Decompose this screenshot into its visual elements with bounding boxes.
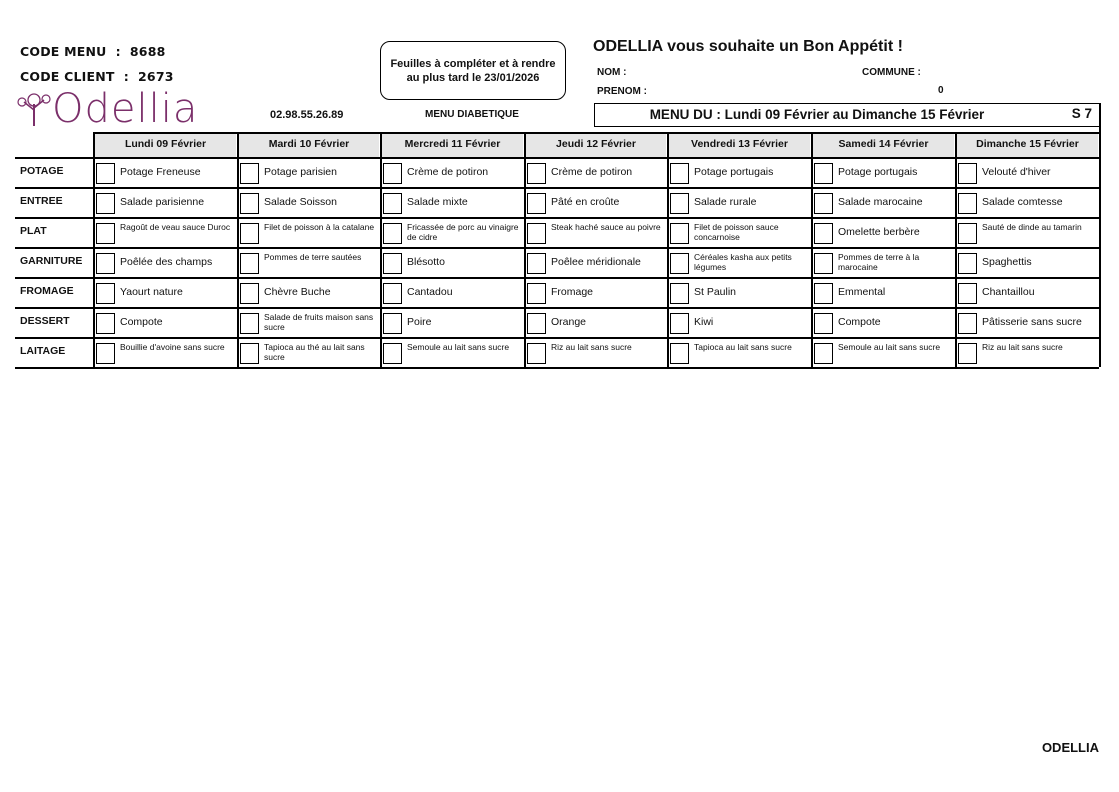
order-checkbox[interactable] <box>814 163 833 184</box>
order-checkbox[interactable] <box>383 193 402 214</box>
logo: Odellia <box>52 86 199 132</box>
dish-name: Steak haché sauce au poivre <box>551 222 661 232</box>
column-divider <box>380 132 382 367</box>
order-checkbox[interactable] <box>383 313 402 334</box>
dish-name: Salade Soisson <box>264 196 337 208</box>
dish-name: Compote <box>120 316 163 328</box>
header-border <box>93 132 1099 134</box>
category-label: ENTREE <box>20 195 63 207</box>
dish-name: Potage portugais <box>694 166 774 178</box>
day-header: Samedi 14 Février <box>813 132 954 157</box>
order-checkbox[interactable] <box>240 313 259 334</box>
dish-name: Potage parisien <box>264 166 337 178</box>
dish-name: Kiwi <box>694 316 714 328</box>
day-header: Mercredi 11 Février <box>382 132 523 157</box>
row-divider <box>15 157 1099 159</box>
day-header: Jeudi 12 Février <box>526 132 666 157</box>
dish-name: Salade mixte <box>407 196 468 208</box>
dish-name: Salade rurale <box>694 196 757 208</box>
order-checkbox[interactable] <box>527 223 546 244</box>
dish-name: Fricassée de porc au vinaigre de cidre <box>407 222 519 242</box>
order-checkbox[interactable] <box>383 223 402 244</box>
dish-name: Fromage <box>551 286 594 298</box>
dish-name: Emmental <box>838 286 886 298</box>
order-checkbox[interactable] <box>383 163 402 184</box>
phone-number: 02.98.55.26.89 <box>270 109 344 121</box>
dish-name: Omelette berbère <box>838 226 920 238</box>
order-checkbox[interactable] <box>670 163 689 184</box>
order-checkbox[interactable] <box>96 283 115 304</box>
dish-name: Yaourt nature <box>120 286 183 298</box>
dish-name: Poire <box>407 316 432 328</box>
dish-name: Velouté d'hiver <box>982 166 1051 178</box>
category-label: POTAGE <box>20 165 64 177</box>
code-menu: CODE MENU : 8688 <box>20 44 166 59</box>
category-label: LAITAGE <box>20 345 66 357</box>
row-divider <box>15 187 1099 189</box>
order-checkbox[interactable] <box>240 283 259 304</box>
category-label: PLAT <box>20 225 47 237</box>
day-header: Vendredi 13 Février <box>669 132 810 157</box>
dish-name: Cantadou <box>407 286 453 298</box>
order-checkbox[interactable] <box>383 283 402 304</box>
dish-name: Ragoût de veau sauce Duroc <box>120 222 231 232</box>
dish-name: Potage portugais <box>838 166 918 178</box>
order-checkbox[interactable] <box>958 163 977 184</box>
dish-name: Pommes de terre sautées <box>264 252 362 262</box>
code-client: CODE CLIENT : 2673 <box>20 69 174 84</box>
dish-name: Filet de poisson sauce concarnoise <box>694 222 779 242</box>
row-divider <box>15 217 1099 219</box>
order-checkbox[interactable] <box>96 343 115 364</box>
dish-name: Blésotto <box>407 256 445 268</box>
dish-name: Chèvre Buche <box>264 286 331 298</box>
prenom-label: PRENOM : <box>597 86 647 97</box>
order-checkbox[interactable] <box>383 343 402 364</box>
deadline-notice: Feuilles à compléter et à rendre au plus tard le 23/01/2026 <box>380 41 566 100</box>
dish-name: Crème de potiron <box>407 166 489 178</box>
day-header: Dimanche 15 Février <box>957 132 1098 157</box>
dish-name: Spaghettis <box>982 256 1032 268</box>
category-label: DESSERT <box>20 315 70 327</box>
nom-label: NOM : <box>597 67 627 78</box>
dish-name: Pâtisserie sans sucre <box>982 316 1082 328</box>
column-divider <box>93 132 95 367</box>
order-checkbox[interactable] <box>670 253 689 274</box>
dish-name: Filet de poisson à la catalane <box>264 222 375 232</box>
category-label: FROMAGE <box>20 285 74 297</box>
dish-name: Salade marocaine <box>838 196 923 208</box>
order-checkbox[interactable] <box>958 343 977 364</box>
order-checkbox[interactable] <box>240 253 259 274</box>
dish-name: Poêlée des champs <box>120 256 213 268</box>
commune-value: 0 <box>938 85 944 96</box>
dish-name: Pommes de terre à la marocaine <box>838 252 920 272</box>
order-checkbox[interactable] <box>814 253 833 274</box>
dish-name: Riz au lait sans sucre <box>982 342 1063 352</box>
dish-name: Céréales kasha aux petits légumes <box>694 252 792 272</box>
dish-name: Poêlee méridionale <box>551 256 641 268</box>
dish-name: Riz au lait sans sucre <box>551 342 632 352</box>
column-divider <box>1099 103 1101 367</box>
column-divider <box>667 132 669 367</box>
menu-regime: MENU DIABETIQUE <box>425 109 519 120</box>
order-checkbox[interactable] <box>958 253 977 274</box>
footer-brand: ODELLIA <box>1041 740 1099 755</box>
row-divider <box>15 307 1099 309</box>
order-checkbox[interactable] <box>96 313 115 334</box>
dish-name: Potage Freneuse <box>120 166 201 178</box>
order-checkbox[interactable] <box>527 193 546 214</box>
dish-name: Salade parisienne <box>120 196 205 208</box>
order-checkbox[interactable] <box>527 163 546 184</box>
column-divider <box>524 132 526 367</box>
row-divider <box>15 337 1099 339</box>
order-checkbox[interactable] <box>814 313 833 334</box>
column-divider <box>955 132 957 367</box>
code-menu-value: 8688 <box>129 44 166 59</box>
day-header: Lundi 09 Février <box>95 132 236 157</box>
order-checkbox[interactable] <box>96 163 115 184</box>
row-divider <box>15 277 1099 279</box>
category-label: GARNITURE <box>20 255 83 267</box>
week-number: S 7 <box>1071 106 1092 121</box>
day-header: Mardi 10 Février <box>239 132 379 157</box>
dish-name: St Paulin <box>694 286 737 298</box>
dish-name: Tapioca au thé au lait sans sucre <box>264 342 365 362</box>
order-checkbox[interactable] <box>670 223 689 244</box>
order-checkbox[interactable] <box>240 163 259 184</box>
order-checkbox[interactable] <box>383 253 402 274</box>
order-checkbox[interactable] <box>240 343 259 364</box>
order-checkbox[interactable] <box>96 253 115 274</box>
dish-name: Pâté en croûte <box>551 196 620 208</box>
order-checkbox[interactable] <box>527 343 546 364</box>
order-checkbox[interactable] <box>814 343 833 364</box>
order-checkbox[interactable] <box>96 223 115 244</box>
order-checkbox[interactable] <box>527 253 546 274</box>
order-checkbox[interactable] <box>958 313 977 334</box>
dish-name: Orange <box>551 316 587 328</box>
dish-name: Tapioca au lait sans sucre <box>694 342 792 352</box>
order-checkbox[interactable] <box>670 313 689 334</box>
column-divider <box>811 132 813 367</box>
order-checkbox[interactable] <box>670 193 689 214</box>
order-checkbox[interactable] <box>527 283 546 304</box>
code-client-label: CODE CLIENT <box>20 69 115 84</box>
dish-name: Salade de fruits maison sans sucre <box>264 312 374 332</box>
dish-name: Compote <box>838 316 881 328</box>
order-checkbox[interactable] <box>958 193 977 214</box>
dish-name: Sauté de dinde au tamarin <box>982 222 1082 232</box>
order-checkbox[interactable] <box>527 313 546 334</box>
column-divider <box>237 132 239 367</box>
order-checkbox[interactable] <box>958 223 977 244</box>
code-client-value: 2673 <box>138 69 174 84</box>
order-checkbox[interactable] <box>96 193 115 214</box>
dish-name: Chantaillou <box>982 286 1035 298</box>
order-checkbox[interactable] <box>670 283 689 304</box>
order-checkbox[interactable] <box>958 283 977 304</box>
menu-period: MENU DU : Lundi 09 Février au Dimanche 15 Février <box>649 107 985 122</box>
order-checkbox[interactable] <box>240 193 259 214</box>
order-checkbox[interactable] <box>814 223 833 244</box>
order-checkbox[interactable] <box>814 193 833 214</box>
code-menu-label: CODE MENU <box>20 44 107 59</box>
greeting: ODELLIA vous souhaite un Bon Appétit ! <box>593 38 903 55</box>
order-checkbox[interactable] <box>814 283 833 304</box>
order-checkbox[interactable] <box>240 223 259 244</box>
commune-label: COMMUNE : <box>862 67 921 78</box>
dish-name: Semoule au lait sans sucre <box>838 342 941 352</box>
dish-name: Bouillie d'avoine sans sucre <box>120 342 225 352</box>
dish-name: Salade comtesse <box>982 196 1063 208</box>
row-divider <box>15 367 1099 369</box>
dish-name: Semoule au lait sans sucre <box>407 342 510 352</box>
dish-name: Crème de potiron <box>551 166 633 178</box>
row-divider <box>15 247 1099 249</box>
order-checkbox[interactable] <box>670 343 689 364</box>
